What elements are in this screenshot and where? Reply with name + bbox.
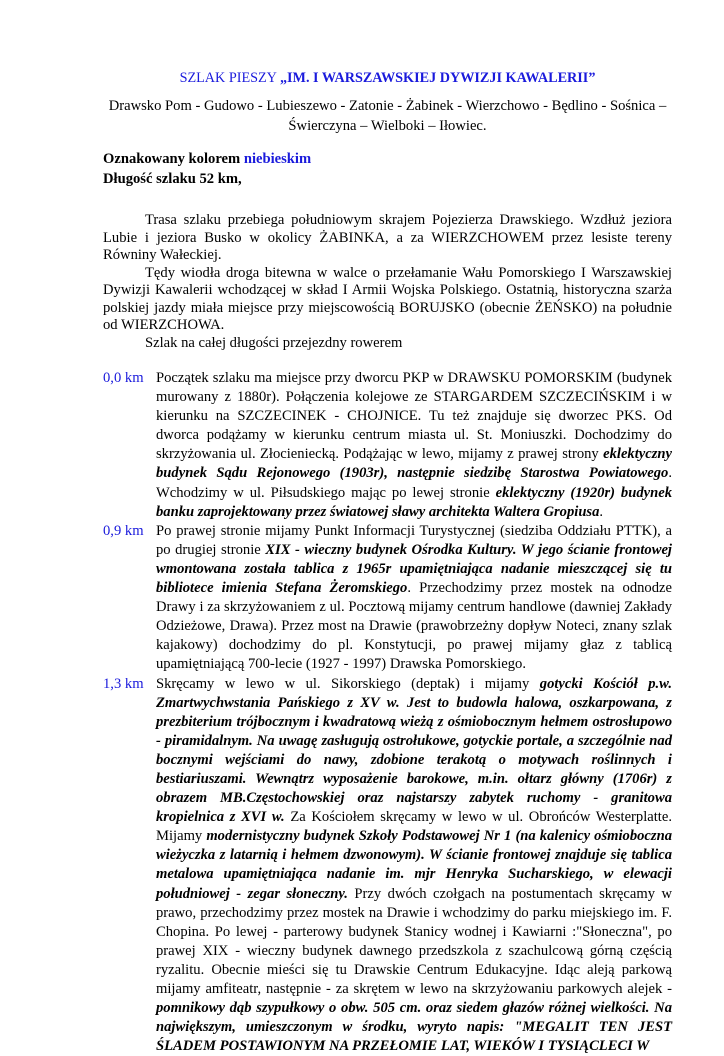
route-line-2: Świerczyna – Wielboki – Iłowiec.	[103, 116, 672, 136]
entry-text-plain: Początek szlaku ma miejsce przy dworcu PKP w DRAWSKU POMORSKIM (budynek murowany z 1880r). Połączenia kolejowe ze STARGARDEM SZCZECIŃSKIM i w kierunku na SZCZECINEK - CHOJNICE. Tu też znajduje się dworzec PKS. Od dworca podążamy w kierunku centrum miasta ul. St. Moniuszki. Dochodzimy do skrzyżowania ul. Złocieniecką. Podążając w lewo, mijamy z prawej strony	[156, 370, 672, 462]
entry-text-plain: Przy dwóch czołgach na postumentach skręcamy w prawo, przechodzimy przez mostek na Drawie i wchodzimy do parku miejskiego im. F. Chopina. Po lewej - parterowy budynek Stanicy wodnej i Kawiarni :"Słoneczna", po prawej XIX - wieczny budynek dawnego przedszkola z szachulcową górną częścią ryzalitu. Obecnie mieści się tu Drawskie Centrum Edukacyjne. Idąc aleją parkową mijamy amfiteatr, następnie - za skrętem w lewo na skrzyżowaniu parkowych alejek -	[156, 886, 672, 997]
entry-distance: 0,9 km	[103, 522, 153, 541]
entry-text-highlight: XIX - wieczny budynek Ośrodka Kultury. W jego ścianie frontowej wmontowana została tablica z 1965r upamiętniająca nadanie mieszczącej się tu bibliotece imienia Stefana Żeromskiego	[156, 542, 672, 596]
title-main: „IM. I WARSZAWSKIEJ DYWIZJI KAWALERII”	[280, 70, 595, 86]
trail-info	[103, 149, 672, 189]
entry-distance: 1,3 km	[103, 675, 153, 694]
marking-label: Oznakowany kolorem	[103, 151, 244, 167]
entry-text	[156, 522, 672, 675]
entry-text-highlight: gotycki Kościół p.w. Zmartwychwstania Pańskiego z XV w. Jest to budowla halowa, oszkarpowana, z prezbiterium trójbocznym i kwadratową wieżą z ośmiobocznym hełmem ostrosłupowo - piramidalnym. Na uwagę zasługują ostrołukowe, gotyckie portale, a szczególnie nad bocznymi wejściami do nawy, zdobione terakotą o motywach roślinnych i bestiariuszami. Wewnątrz wyposażenie barokowe, m.in. ołtarz główny (1706r) z obrazem MB.Częstochowskiej oraz najstarszy zabytek ruchomy - granitowa kropielnica z XVI w.	[156, 676, 672, 826]
entry-text-highlight: eklektyczny budynek Sądu Rejonowego (1903r), następnie siedzibę Starostwa Powiatowego	[156, 446, 672, 481]
entry-text-plain: Po prawej stronie mijamy Punkt Informacji Turystycznej (siedziba Oddziału PTTK), a po drugiej stronie	[156, 523, 672, 558]
entry-text-plain: . Wchodzimy w ul. Piłsudskiego mając po lewej stronie	[156, 465, 672, 500]
trail-length: Długość szlaku 52 km,	[103, 169, 672, 189]
marking-color: niebieskim	[244, 151, 311, 167]
route-description	[103, 96, 672, 136]
document-page	[103, 65, 672, 1056]
entry-text-highlight: pomnikowy dąb szypułkowy o obw. 505 cm. oraz siedem głazów różnej wielkości. Na największym, umieszczonym w środku, wyryto napis: "MEGALIT TEN JEST ŚLADEM POSTAWIONYM NA PRZEŁOMIE LAT, WIEKÓW I TYSIĄCLECI W	[156, 1000, 672, 1054]
entry-text-highlight: eklektyczny (1920r) budynek banku zaprojektowany przez światowej sławy architekta Waltera Gropiusa	[156, 485, 672, 520]
entry-distance: 0,0 km	[103, 369, 153, 388]
entry-text-plain: .	[599, 504, 603, 520]
route-entry	[103, 522, 672, 675]
entry-text-plain: Za Kościołem skręcamy w lewo w ul. Obrońców Westerplatte. Mijamy	[156, 809, 672, 844]
intro-paragraph-3: Szlak na całej długości przejezdny rowerem	[103, 335, 672, 353]
intro-paragraph-2: Tędy wiodła droga bitewna w walce o przełamanie Wału Pomorskiego I Warszawskiej Dywizji Kawalerii wchodzącej w skład I Armii Wojska Polskiego. Ostatnią, historyczna szarża polskiej jazdy miała miejsce przy miejscowością BORUJSKO (obecnie ŻEŃSKO) na południe od WIERZCHOWA.	[103, 265, 672, 335]
title-prefix: SZLAK PIESZY	[180, 70, 280, 86]
entry-text-plain: Skręcamy w lewo w ul. Sikorskiego (deptak) i mijamy	[156, 676, 540, 692]
marking-line	[103, 149, 672, 169]
entry-text	[156, 675, 672, 1056]
route-entry	[103, 675, 672, 1056]
intro-paragraph-1: Trasa szlaku przebiega południowym skrajem Pojezierza Drawskiego. Wzdłuż jeziora Lubie i jeziora Busko w okolicy ŻABINKA, a za WIERZCHOWEM przez lesiste tereny Równiny Wałeckiej.	[103, 212, 672, 265]
route-line-1: Drawsko Pom - Gudowo - Lubieszewo - Zatonie - Żabinek - Wierzchowo - Będlino - Sośnica –	[103, 96, 672, 116]
entry-text-highlight: modernistyczny budynek Szkoły Podstawowej Nr 1 (na kalenicy ośmioboczna wieżyczka z latarnią i hełmem dzwonowym). W ścianie frontowej znajduje się tablica metalowa upamiętniająca nadanie im. mjr Henryka Sucharskiego, w elewacji południowej - zegar słoneczny.	[156, 828, 672, 901]
trail-title	[103, 69, 672, 87]
entry-text	[156, 369, 672, 522]
intro-section	[103, 212, 672, 352]
entry-text-plain: . Przechodzimy przez mostek na odnodze Drawy i za skrzyżowaniem z ul. Pocztową mijamy centrum handlowe (dawniej Zakłady Odzieżowe, Drawa). Przez most na Drawie (prawobrzeżny dopływ Noteci, znany szlak kajakowy) dochodzimy do pl. Konstytucji, po prawej mijamy głaz z tablicą upamiętniającą 700-lecie (1927 - 1997) Drawska Pomorskiego.	[156, 580, 672, 672]
route-entry	[103, 369, 672, 522]
route-entries	[103, 369, 672, 1056]
